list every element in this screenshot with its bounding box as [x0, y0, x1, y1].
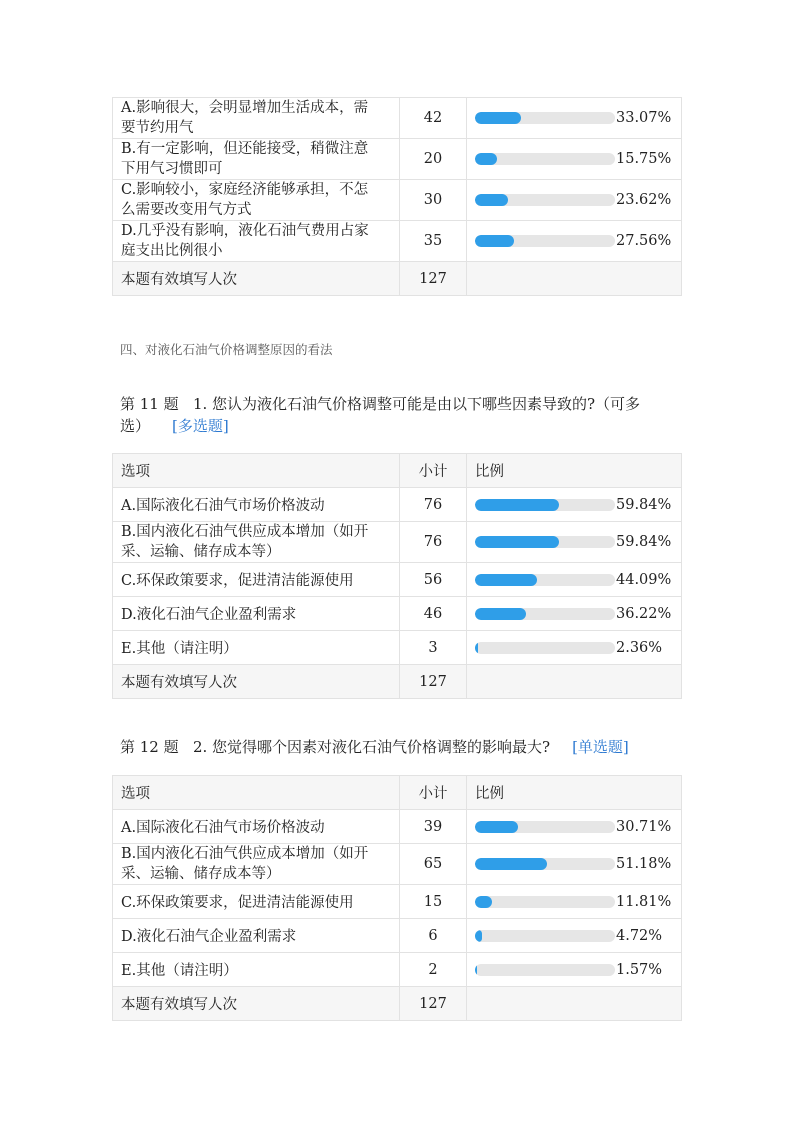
option-ratio: [467, 885, 682, 919]
ratio-bar-track: [475, 499, 615, 511]
question-text: 2. 您觉得哪个因素对液化石油气价格调整的影响最大?: [192, 738, 551, 756]
option-count: 2: [400, 953, 467, 987]
option-ratio: [467, 844, 682, 885]
ratio-bar-fill: [475, 536, 559, 548]
option-count: 20: [400, 139, 467, 180]
q10-results-table: [112, 97, 682, 296]
option-ratio: [467, 522, 682, 563]
option-count: 46: [400, 597, 467, 631]
ratio-bar-track: [475, 574, 615, 586]
header-ratio: 比例: [467, 776, 682, 810]
ratio-percent: 4.72%: [616, 927, 663, 944]
question-type-link[interactable]: [单选题]: [572, 738, 629, 756]
question-text-cont: 选）: [120, 417, 151, 435]
ratio-percent: 23.62%: [616, 192, 672, 208]
option-count: 76: [400, 522, 467, 563]
option-label: A.影响很大，会明显增加生活成本，需 要节约用气: [113, 98, 400, 139]
total-row: [113, 987, 682, 1021]
table-row: [113, 488, 682, 522]
option-label: D.几乎没有影响，液化石油气费用占家 庭支出比例很小: [113, 221, 400, 262]
ratio-bar-track: [475, 194, 615, 206]
ratio-percent: 15.75%: [616, 151, 672, 167]
ratio-bar-fill: [475, 642, 478, 654]
ratio-percent: 59.84%: [616, 496, 672, 513]
option-label: D.液化石油气企业盈利需求: [113, 597, 400, 631]
table-row: [113, 597, 682, 631]
ratio-percent: 44.09%: [616, 571, 672, 588]
ratio-bar-track: [475, 896, 615, 908]
ratio-percent: 11.81%: [616, 893, 672, 910]
q11-title: [120, 393, 680, 437]
option-label: E.其他（请注明）: [113, 631, 400, 665]
table-header-row: [113, 454, 682, 488]
table-header-row: [113, 776, 682, 810]
option-ratio: [467, 180, 682, 221]
option-ratio: [467, 810, 682, 844]
ratio-bar-track: [475, 235, 615, 247]
section-title: 四、对液化石油气价格调整原因的看法: [120, 342, 333, 357]
question-number: 第 12 题: [120, 738, 179, 756]
ratio-percent: 33.07%: [616, 110, 672, 126]
ratio-bar-track: [475, 642, 615, 654]
option-label: B.国内液化石油气供应成本增加（如开 采、运输、储存成本等）: [113, 844, 400, 885]
table-row: [113, 98, 682, 139]
ratio-bar-fill: [475, 499, 559, 511]
question-type-link[interactable]: [多选题]: [172, 417, 229, 435]
option-count: 30: [400, 180, 467, 221]
table-row: [113, 180, 682, 221]
total-row: [113, 262, 682, 296]
option-ratio: [467, 488, 682, 522]
total-empty-cell: [467, 262, 682, 296]
question-number: 第 11 题: [120, 395, 179, 413]
option-count: 65: [400, 844, 467, 885]
ratio-percent: 30.71%: [616, 818, 672, 835]
total-count: 127: [400, 987, 467, 1021]
ratio-bar-track: [475, 964, 615, 976]
option-ratio: [467, 631, 682, 665]
table-row: [113, 810, 682, 844]
total-row: [113, 665, 682, 699]
table-row: [113, 221, 682, 262]
option-label: C.影响较小，家庭经济能够承担，不怎 么需要改变用气方式: [113, 180, 400, 221]
ratio-percent: 2.36%: [616, 639, 663, 656]
ratio-bar-fill: [475, 153, 497, 165]
ratio-bar-fill: [475, 964, 477, 976]
q12-results-table: [112, 775, 682, 1021]
option-count: 3: [400, 631, 467, 665]
option-label: E.其他（请注明）: [113, 953, 400, 987]
header-option: 选项: [113, 776, 400, 810]
option-count: 76: [400, 488, 467, 522]
total-count: 127: [400, 665, 467, 699]
option-count: 6: [400, 919, 467, 953]
ratio-bar-track: [475, 536, 615, 548]
table-row: [113, 139, 682, 180]
table-row: [113, 953, 682, 987]
ratio-bar-track: [475, 153, 615, 165]
ratio-bar-track: [475, 858, 615, 870]
option-label: C.环保政策要求，促进清洁能源使用: [113, 563, 400, 597]
ratio-percent: 27.56%: [616, 233, 672, 249]
option-ratio: [467, 98, 682, 139]
ratio-bar-fill: [475, 194, 508, 206]
option-count: 39: [400, 810, 467, 844]
option-label: B.有一定影响，但还能接受，稍微注意 下用气习惯即可: [113, 139, 400, 180]
ratio-bar-track: [475, 112, 615, 124]
ratio-bar-fill: [475, 235, 514, 247]
option-ratio: [467, 563, 682, 597]
ratio-bar-fill: [475, 858, 547, 870]
option-count: 15: [400, 885, 467, 919]
ratio-bar-fill: [475, 112, 521, 124]
table-row: [113, 522, 682, 563]
ratio-bar-fill: [475, 821, 518, 833]
ratio-percent: 51.18%: [616, 856, 672, 872]
table-row: [113, 844, 682, 885]
option-label: D.液化石油气企业盈利需求: [113, 919, 400, 953]
total-label: 本题有效填写人次: [113, 262, 400, 296]
table-row: [113, 563, 682, 597]
ratio-bar-track: [475, 821, 615, 833]
option-label: A.国际液化石油气市场价格波动: [113, 810, 400, 844]
ratio-percent: 1.57%: [616, 961, 663, 978]
header-option: 选项: [113, 454, 400, 488]
total-label: 本题有效填写人次: [113, 987, 400, 1021]
table-row: [113, 885, 682, 919]
total-empty-cell: [467, 665, 682, 699]
ratio-bar-fill: [475, 896, 492, 908]
ratio-percent: 36.22%: [616, 605, 672, 622]
option-ratio: [467, 953, 682, 987]
ratio-bar-fill: [475, 608, 526, 620]
option-ratio: [467, 919, 682, 953]
option-ratio: [467, 221, 682, 262]
option-count: 56: [400, 563, 467, 597]
table-row: [113, 631, 682, 665]
option-count: 42: [400, 98, 467, 139]
ratio-percent: 59.84%: [616, 534, 672, 550]
question-text: 1. 您认为液化石油气价格调整可能是由以下哪些因素导致的?（可多: [192, 395, 641, 413]
header-ratio: 比例: [467, 454, 682, 488]
q10-results-body: [113, 98, 682, 296]
ratio-bar-fill: [475, 930, 482, 942]
option-ratio: [467, 597, 682, 631]
option-label: A.国际液化石油气市场价格波动: [113, 488, 400, 522]
q11-results-table: [112, 453, 682, 699]
ratio-bar-track: [475, 930, 615, 942]
header-count: 小计: [400, 776, 467, 810]
option-ratio: [467, 139, 682, 180]
option-count: 35: [400, 221, 467, 262]
option-label: C.环保政策要求，促进清洁能源使用: [113, 885, 400, 919]
ratio-bar-track: [475, 608, 615, 620]
total-count: 127: [400, 262, 467, 296]
q12-title: [120, 736, 680, 758]
ratio-bar-fill: [475, 574, 537, 586]
total-empty-cell: [467, 987, 682, 1021]
table-row: [113, 919, 682, 953]
total-label: 本题有效填写人次: [113, 665, 400, 699]
option-label: B.国内液化石油气供应成本增加（如开 采、运输、储存成本等）: [113, 522, 400, 563]
header-count: 小计: [400, 454, 467, 488]
